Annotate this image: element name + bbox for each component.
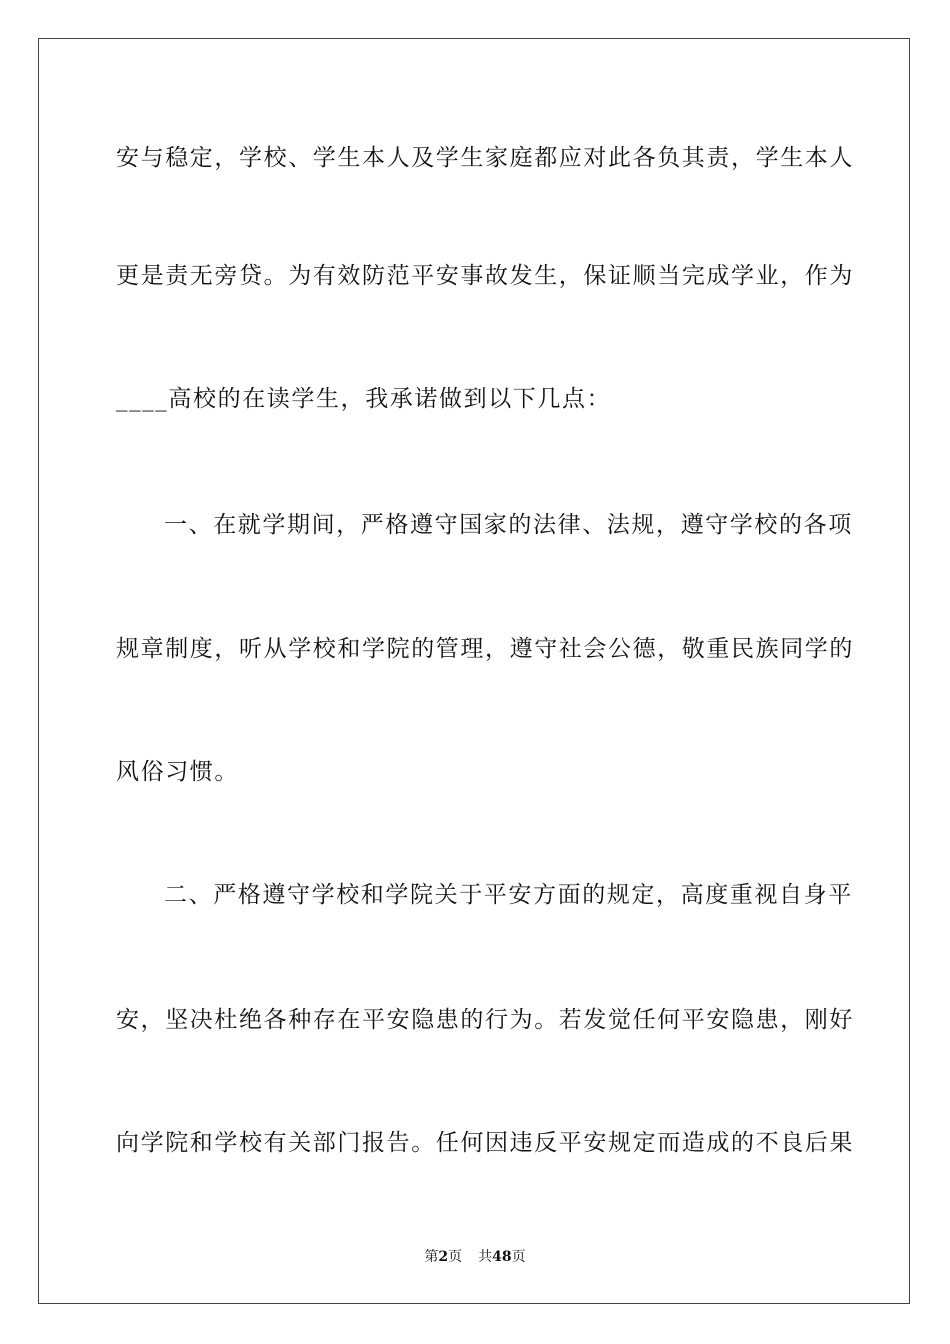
page-prefix: 第	[424, 1249, 439, 1265]
total-suffix: 页	[511, 1249, 526, 1265]
text-line-9: 向学院和学校有关部门报告。任何因违反平安规定而造成的不良后果	[116, 1130, 854, 1156]
text-line-8: 安，坚决杜绝各种存在平安隐患的行为。若发觉任何平安隐患，刚好	[116, 1007, 854, 1033]
text-line-7: 二、严格遵守学校和学院关于平安方面的规定，高度重视自身平	[164, 882, 853, 908]
page-footer	[0, 1248, 950, 1266]
text-line-4: 一、在就学期间，严格遵守国家的法律、法规，遵守学校的各项	[164, 512, 853, 538]
text-line-3: ____高校的在读学生，我承诺做到以下几点：	[116, 386, 612, 412]
page-number: 2	[438, 1249, 449, 1265]
text-line-6: 风俗习惯。	[116, 759, 239, 785]
total-prefix: 共	[478, 1249, 493, 1265]
page-border	[38, 38, 910, 1304]
page-suffix: 页	[448, 1249, 463, 1265]
text-line-2: 更是责无旁贷。为有效防范平安事故发生，保证顺当完成学业，作为	[116, 263, 854, 289]
text-line-1: 安与稳定，学校、学生本人及学生家庭都应对此各负其责，学生本人	[116, 145, 854, 171]
total-pages: 48	[492, 1249, 512, 1265]
text-line-5: 规章制度，听从学校和学院的管理，遵守社会公德，敬重民族同学的	[116, 636, 854, 662]
